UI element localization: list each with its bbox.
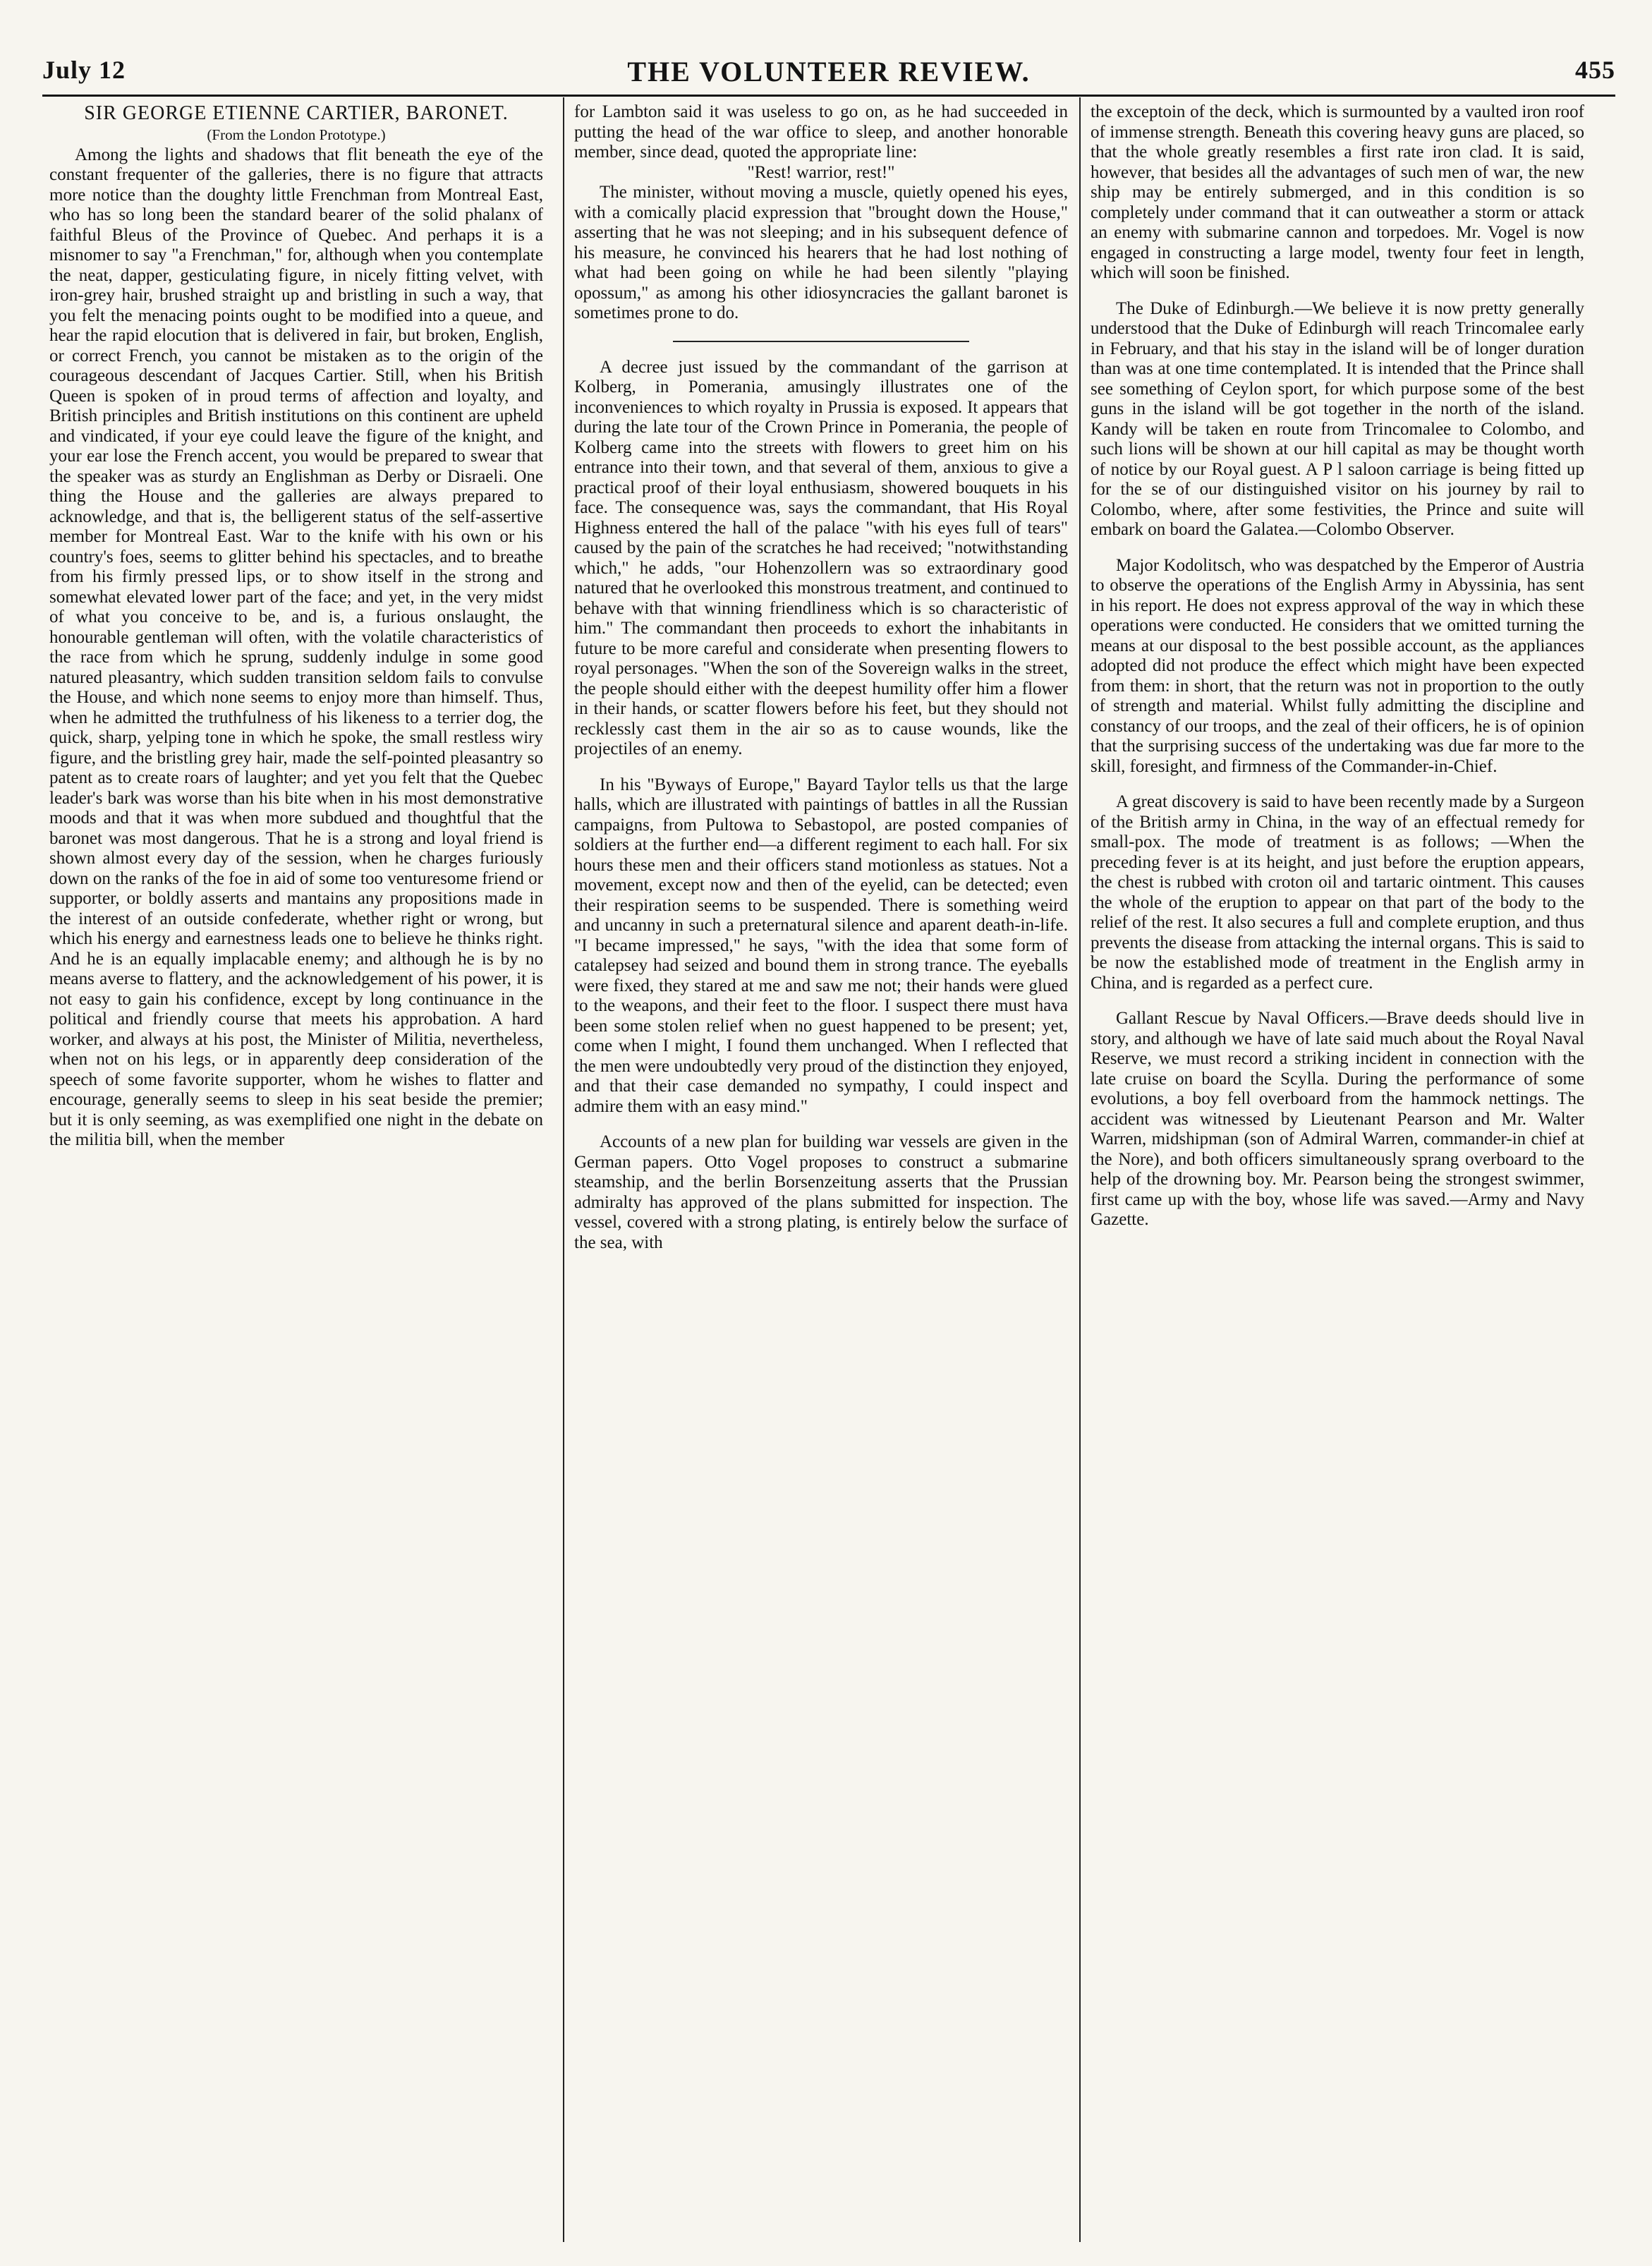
article-paragraph: The minister, without moving a muscle, quietly opened his eyes, with a comically placid expression that "brought down the House," asserting that he was not sleeping; and in his subsequent defence of his measure, he convinced his hearers that he had lost nothing of what had been going on while he had been silently "playing opossum," as among his other idiosyncracies the gallant baronet is sometimes prone to do. [574,183,1068,322]
article-paragraph: Gallant Rescue by Naval Officers.—Brave deeds should live in story, and although we have of late said much about the Royal Naval Reserve, we must record a striking incident in connection with the late cruise on board the Scylla. During the performance of some evolutions, a boy fell overboard from the hammock nettings. The accident was witnessed by Lieutenant Pearson and Mr. Walter Warren, midshipman (son of Admiral Warren, commander-in chief at the Nore), and both officers simultaneously sprang overboard to the help of the drowning boy. Mr. Pearson being the strongest swimmer, first came up with the boy, whose life was saved.—Army and Navy Gazette. [1091,1009,1584,1229]
article-paragraph: Accounts of a new plan for building war vessels are given in the German papers. Otto Vogel proposes to construct a submarine steamship, and the berlin Borsenzeitung asserts that the Prussian admiralty has approved of the plans submitted for inspection. The vessel, covered with a strong plating, is entirely below the surface of the sea, with [574,1132,1068,1252]
header-date: July 12 [42,56,126,84]
header-rule [42,95,1615,97]
column-divider [563,97,564,2242]
article-paragraph: In his "Byways of Europe," Bayard Taylor tells us that the large halls, which are illustrated with paintings of battles in all the Russian campaigns, from Pultowa to Sebastopol, are posted companies of soldiers at the further end—a different regiment to each hall. For six hours these men and their officers stand motionless as statues. Not a movement, except now and then of the eyelid, can be detected; even their respiration seems to be suspended. There is something weird and uncanny in such a preternatural silence and aparent death-in-life. "I became impressed," he says, "with the idea that some form of catalepsey had seized and bound them in strong trance. The eyeballs were fixed, they stared at me and saw me not; their hands were glued to the weapons, and their feet to the floor. I suspect there must hava been some stolen relief when no guest happened to be present; yet, come when I might, I found them unchanged. When I reflected that the men were undoubtedly very proud of the distinction they enjoyed, and that their case demanded no sympathy, I could inspect and admire them with an easy mind." [574,775,1068,1116]
header-page-number: 455 [1575,56,1615,84]
article-separator [673,341,969,342]
article-paragraph: the exceptoin of the deck, which is surmounted by a vaulted iron roof of immense strength. Beneath this covering heavy guns are placed, so that the whole greatly resembles a first rate iron clad. It is said, however, that besides all the advantages of such men of war, the new ship may be entirely submerged, and in this condition is so completely under command that it can outweather a storm or attack an enemy with submarine cannon and torpedoes. Mr. Vogel is now engaged in constructing a large model, twenty four feet in length, which will soon be finished. [1091,102,1584,282]
article-paragraph: Among the lights and shadows that flit beneath the eye of the constant frequenter of the galleries, there is no figure that attracts more notice than the doughty little Frenchman from Montreal East, who has so long been the standard bearer of the solid phalanx of faithful Bleus of the Province of Quebec. And perhaps it is a misnomer to say "a Frenchman," for, although when you contemplate the neat, dapper, gesticulating figure, in nicely fitting velvet, with iron-grey hair, brushed straight up and bristling in such a way, that you felt the menacing points ought to be modified into a queue, and hear the rapid elocution that is delivered in fair, but broken, English, or correct French, you cannot be mistaken as to the origin of the courageous descendant of Jacques Cartier. Still, when his British Queen is spoken of in proud terms of affection and loyalty, and British principles and British institutions on this continent are upheld and vindicated, if your eye could leave the figure of the knight, and your ear lose the French accent, you would be prepared to swear that the speaker was as sturdy an Englishman as Derby or Disraeli. One thing the House and the galleries are always prepared to acknowledge, and that is, the belligerent status of the self-assertive member for Montreal East. War to the knife with his own or his country's foes, seems to glitter behind his spectacles, and to breathe from his firmly pressed lips, or to show itself in the strong and somewhat elevated lower part of the face; and yet, in the very midst of what you conceive to be, and is, a furious onslaught, the honourable gentleman will often, with the volatile characteristics of the race from which he sprung, suddenly indulge in some good natured pleasantry, which sudden transition seldom fails to convulse the House, and which none seems to enjoy more than himself. Thus, when he admitted the truthfulness of his likeness to a terrier dog, the quick, sharp, yelping tone in which he spoke, the small restless wiry figure, and the bristling grey hair, made the self-pointed pleasantry so patent as to create roars of laughter; and yet you felt that the Quebec leader's bark was worse than his bite when in his most demonstrative moods and that it was when more subdued and thoughtful that the baronet was most dangerous. That he is a strong and loyal friend is shown almost every day of the session, when he charges furiously down on the ranks of the foe in aid of some too venturesome friend or supporter, or boldly asserts and mantains any propositions made in the interest of an outside confederate, whether right or wrong, but which his energy and earnestness leads one to believe he thinks right. And he is an equally implacable enemy; and although he is by no means averse to flattery, and the acknowledgement of his power, it is not easy to gain his confidence, except by long continuance in the political and friendly course that meets his approbation. A hard worker, and always at his post, the Minister of Militia, nevertheless, when not on his legs, or in apparently deep consideration of the speech of some favorite supporter, whom he wishes to flatter and encourage, generally seems to sleep in his seat beside the premier; but it is only seeming, as was exemplified one night in the debate on the militia bill, when the member [49,145,543,1149]
article-paragraph: Major Kodolitsch, who was despatched by the Emperor of Austria to observe the operations of the English Army in Abyssinia, has sent in his report. He does not express approval of the way in which these operations were conducted. He considers that we omitted turning the means at our disposal to the best possible account, as the appliances adopted did not produce the effect which might have been expected from them: in short, that the return was not in proportion to the outly of strength and material. Whilst fully admitting the discipline and constancy of our troops, and the zeal of their officers, he is of opinion that the surprising success of the undertaking was due far more to the skill, foresight, and firmness of the Commander-in-Chief. [1091,555,1584,776]
header-title: THE VOLUNTEER REVIEW. [627,56,1031,87]
article-quote: "Rest! warrior, rest!" [747,162,895,182]
article-paragraph: for Lambton said it was useless to go on, as he had succeeded in putting the head of the war office to sleep, and another honorable member, since dead, quoted the appropriate line: [574,102,1068,162]
column-2 [574,102,1068,2247]
column-divider [1079,97,1081,2242]
page-header [42,49,1615,92]
article-paragraph: A great discovery is said to have been recently made by a Surgeon of the British army in China, in the way of an effectual remedy for small-pox. The mode of treatment is as follows; —When the preceding fever is at its height, and just before the eruption appears, the chest is rubbed with croton oil and tartaric ointment. This causes the whole of the eruption to appear on that part of the body to the relief of the rest. It also secures a full and complete eruption, and thus prevents the disease from attacking the internal organs. This is said to be now the established mode of treatment in the English army in China, and is regarded as a perfect cure. [1091,792,1584,993]
article-source: (From the London Prototype.) [207,126,386,143]
column-3 [1091,102,1584,2247]
article-paragraph: The Duke of Edinburgh.—We believe it is now pretty generally understood that the Duke of Edinburgh will reach Trincomalee early in February, and that his stay in the island will be of longer duration than was at one time contemplated. It is intended that the Prince shall see something of Ceylon sport, for which purpose some of the best guns in the island will be got together in the north of the island. Kandy will be taken en route from Trincomalee to Colombo, and such lions will be shown at our hill capital as may be thought worth of notice by our Royal guest. A P l saloon carriage is being fitted up for the se of our distinguished visitor on his journey by rail to Colombo, where, after some festivities, the Prince and suite will embark on board the Galatea.—Colombo Observer. [1091,298,1584,539]
article-title: SIR GEORGE ETIENNE CARTIER, BARONET. [84,102,509,124]
column-1 [49,102,543,2247]
article-paragraph: A decree just issued by the commandant of the garrison at Kolberg, in Pomerania, amusingly illustrates one of the inconveniences to which royalty in Prussia is exposed. It appears that during the late tour of the Crown Prince in Pomerania, the people of Kolberg came into the streets with flowers to greet him on his entrance into their town, and that several of them, anxious to give a practical proof of their loyal enthusiasm, showered bouquets in his face. The consequence was, says the commandant, that His Royal Highness entered the hall of the palace "with his eyes full of tears" caused by the pain of the scratches he had received; "notwithstanding which," he adds, "our Hohenzollern was so extraordinary good natured that he overlooked this monstrous treatment, and continued to behave with that winning friendliness which is so characteristic of him." The commandant then proceeds to exhort the inhabitants in future to be more careful and considerate when presenting flowers to royal personages. "When the son of the Sovereign walks in the street, the people should either with the deepest humility offer him a flower in their hands, or scatter flowers before his feet, but they should not recklessly cast them in the air so as to cause wounds, like the projectiles of an enemy. [574,357,1068,758]
